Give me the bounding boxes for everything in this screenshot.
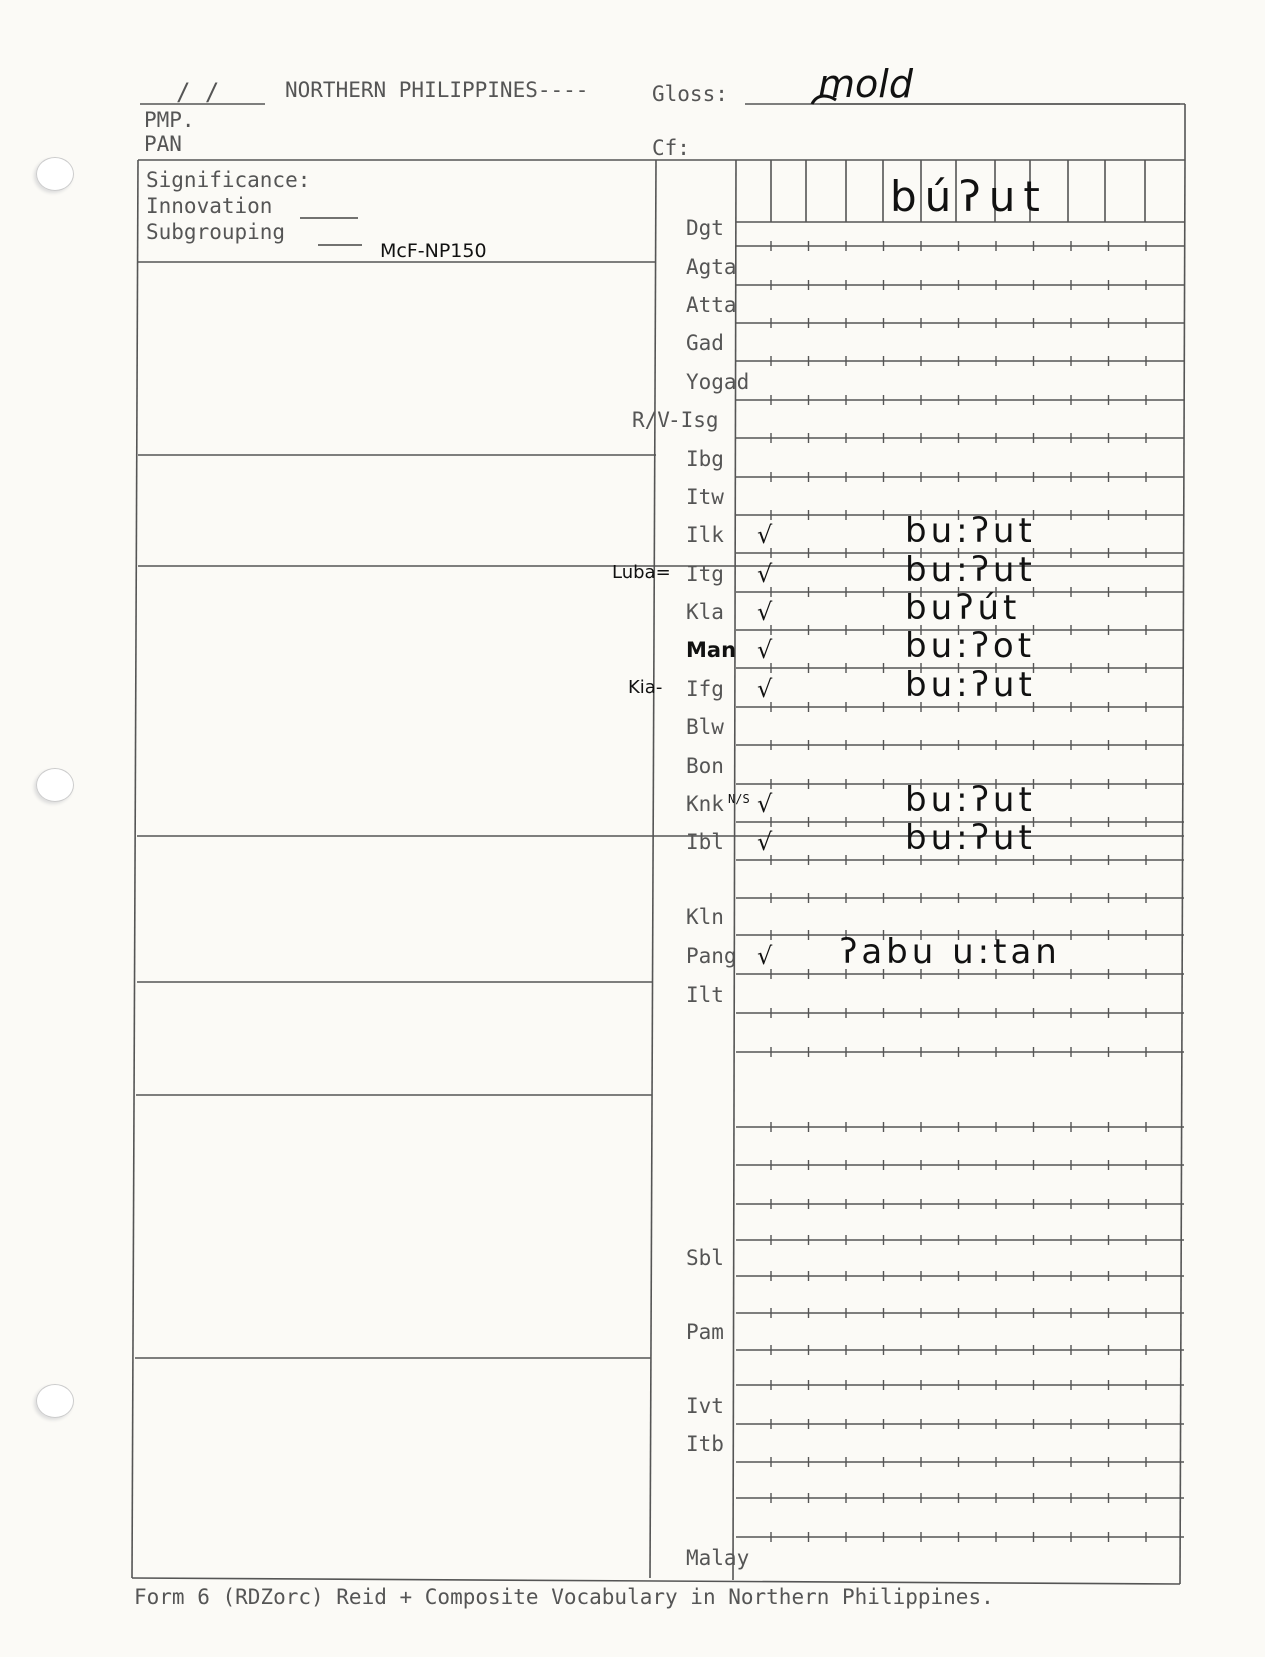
checkmark: √ [757, 675, 773, 703]
checkmark: √ [757, 560, 773, 588]
language-code: Gad [686, 331, 724, 355]
cognate-form: ʔabu u:tan [840, 932, 1061, 972]
language-code: Pam [686, 1320, 724, 1344]
language-code: Itw [686, 485, 724, 509]
language-code: Ifg [686, 677, 724, 701]
form-footer: Form 6 (RDZorc) Reid + Composite Vocabulary in Northern Philippines. [134, 1585, 994, 1609]
language-code: Ilt [686, 983, 724, 1007]
language-code: Blw [686, 715, 724, 739]
language-prefix-note: Kia- [628, 677, 663, 698]
subgrouping-label: Subgrouping [146, 220, 286, 244]
slash-marks: / / [176, 78, 220, 106]
language-code: Ivt [686, 1394, 724, 1418]
language-code: Ibg [686, 447, 724, 471]
checkmark: √ [757, 828, 773, 856]
cognate-form: buʔút [905, 588, 1021, 628]
language-code: Ilk [686, 523, 724, 547]
language-code: Itb [686, 1432, 724, 1456]
language-prefix-note: R/V [632, 408, 670, 432]
headword: búʔut [890, 172, 1048, 221]
language-code: Bon [686, 754, 724, 778]
language-code: Yogad [686, 370, 750, 394]
language-code: -Isg [668, 408, 719, 432]
innovation-label: Innovation [146, 194, 273, 218]
language-prefix-note: Luba= [612, 562, 671, 583]
language-code: Knk [686, 792, 724, 816]
pmp-label: PMP. [144, 108, 195, 132]
cf-label: Cf: [652, 136, 690, 160]
gloss-label: Gloss: [652, 82, 728, 106]
language-suffix-note: N/S [728, 792, 750, 806]
checkmark: √ [757, 521, 773, 549]
checkmark: √ [757, 598, 773, 626]
language-code: Itg [686, 562, 724, 586]
gloss-value: mold [818, 62, 913, 106]
language-code: Ibl [686, 830, 724, 854]
language-code: Atta [686, 293, 737, 317]
cognate-form: bu:ʔot [905, 626, 1036, 666]
cognate-form: bu:ʔut [905, 550, 1036, 590]
language-code: Malay [686, 1546, 750, 1570]
language-code: Kln [686, 905, 724, 929]
cognate-form: bu:ʔut [905, 818, 1036, 858]
cognate-form: bu:ʔut [905, 780, 1036, 820]
significance-title: Significance: [146, 168, 311, 192]
language-code: Kla [686, 600, 724, 624]
checkmark: √ [757, 790, 773, 818]
language-code: Sbl [686, 1246, 724, 1270]
checkmark: √ [757, 636, 773, 664]
form-title: NORTHERN PHILIPPINES---- [285, 78, 589, 102]
language-code: Dgt [686, 216, 724, 240]
language-code: Man [686, 638, 737, 662]
checkmark: √ [757, 942, 773, 970]
pan-label: PAN [144, 132, 182, 156]
reference-note: McF-NP150 [380, 240, 487, 262]
language-code: Pang [686, 944, 737, 968]
language-code: Agta [686, 255, 737, 279]
cognate-form: bu:ʔut [905, 511, 1036, 551]
cognate-form: bu:ʔut [905, 665, 1036, 705]
